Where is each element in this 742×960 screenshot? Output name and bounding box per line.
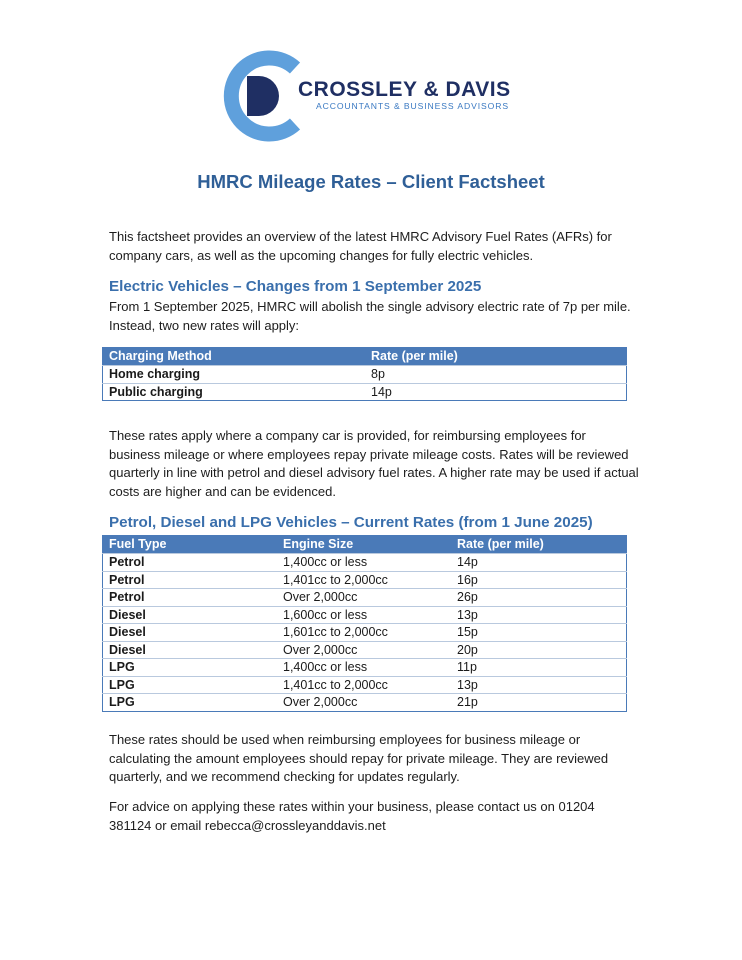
engine-size-cell: 1,400cc or less [277,659,451,677]
rate-cell: 20p [451,641,627,659]
column-header: Fuel Type [103,536,278,554]
table-row [103,606,627,624]
fuel-type-cell: Petrol [103,554,278,572]
charging-method-cell: Home charging [103,366,366,384]
rate-cell: 14p [451,554,627,572]
table-header-row [103,348,627,366]
fuel-heading: Petrol, Diesel and LPG Vehicles – Current Rates (from 1 June 2025) [109,514,593,531]
ev-heading: Electric Vehicles – Changes from 1 September 2025 [109,278,482,295]
column-header: Rate (per mile) [365,348,627,366]
rate-cell: 21p [451,694,627,712]
rate-cell: 13p [451,606,627,624]
table-row [103,624,627,642]
brand-tagline: ACCOUNTANTS & BUSINESS ADVISORS [316,101,509,111]
engine-size-cell: Over 2,000cc [277,694,451,712]
engine-size-cell: Over 2,000cc [277,641,451,659]
column-header: Charging Method [103,348,366,366]
page-title: HMRC Mileage Rates – Client Factsheet [197,171,545,192]
ev-text: From 1 September 2025, HMRC will abolish the single advisory electric rate of 7p per mile. Instead, two new rates will apply: [109,299,631,333]
table-header-row [103,536,627,554]
table-row [103,589,627,607]
rate-cell: 14p [365,383,627,401]
fuel-type-cell: LPG [103,694,278,712]
brand-name: CROSSLEY & DAVIS [298,78,511,101]
table-row [103,366,627,384]
engine-size-cell: 1,600cc or less [277,606,451,624]
table-row [103,383,627,401]
column-header: Engine Size [277,536,451,554]
table-row [103,659,627,677]
engine-size-cell: 1,401cc to 2,000cc [277,676,451,694]
rate-cell: 16p [451,571,627,589]
table-row [103,641,627,659]
fuel-type-cell: LPG [103,659,278,677]
engine-size-cell: 1,601cc to 2,000cc [277,624,451,642]
table-row [103,554,627,572]
fuel-rates-table [102,535,627,712]
engine-size-cell: 1,400cc or less [277,554,451,572]
dc-monogram-icon [215,50,305,142]
contact-paragraph: For advice on applying these rates within your business, please contact us on 01204 381124 or email rebecca@crossleyanddavis.net [109,799,595,833]
engine-size-cell: 1,401cc to 2,000cc [277,571,451,589]
fuel-type-cell: Petrol [103,589,278,607]
ev-rates-table [102,347,627,401]
rate-cell: 13p [451,676,627,694]
rate-cell: 15p [451,624,627,642]
closing-paragraph: These rates should be used when reimbursing employees for business mileage or calculating the amount employees should repay for private mileage. They are reviewed quarterly, and we recommend checking for updates regularly. [109,732,609,784]
column-header: Rate (per mile) [451,536,627,554]
fuel-type-cell: LPG [103,676,278,694]
rate-cell: 11p [451,659,627,677]
rate-cell: 26p [451,589,627,607]
fuel-type-cell: Diesel [103,624,278,642]
fuel-type-cell: Diesel [103,641,278,659]
table-row [103,694,627,712]
table-row [103,571,627,589]
rate-cell: 8p [365,366,627,384]
fuel-type-cell: Petrol [103,571,278,589]
engine-size-cell: Over 2,000cc [277,589,451,607]
charging-method-cell: Public charging [103,383,366,401]
ev-note: These rates apply where a company car is provided, for reimbursing employees for business mileage or where employees repay private mileage costs. Rates will be reviewed quarterly in line with petrol and diesel advisory fuel rates. A higher rate may be used if actual costs are higher and can be evidenced. [109,428,639,499]
company-logo [215,50,545,142]
intro-paragraph: This factsheet provides an overview of the latest HMRC Advisory Fuel Rates (AFRs) for company cars, as well as the upcoming changes for fully electric vehicles. [109,229,612,263]
fuel-type-cell: Diesel [103,606,278,624]
table-row [103,676,627,694]
